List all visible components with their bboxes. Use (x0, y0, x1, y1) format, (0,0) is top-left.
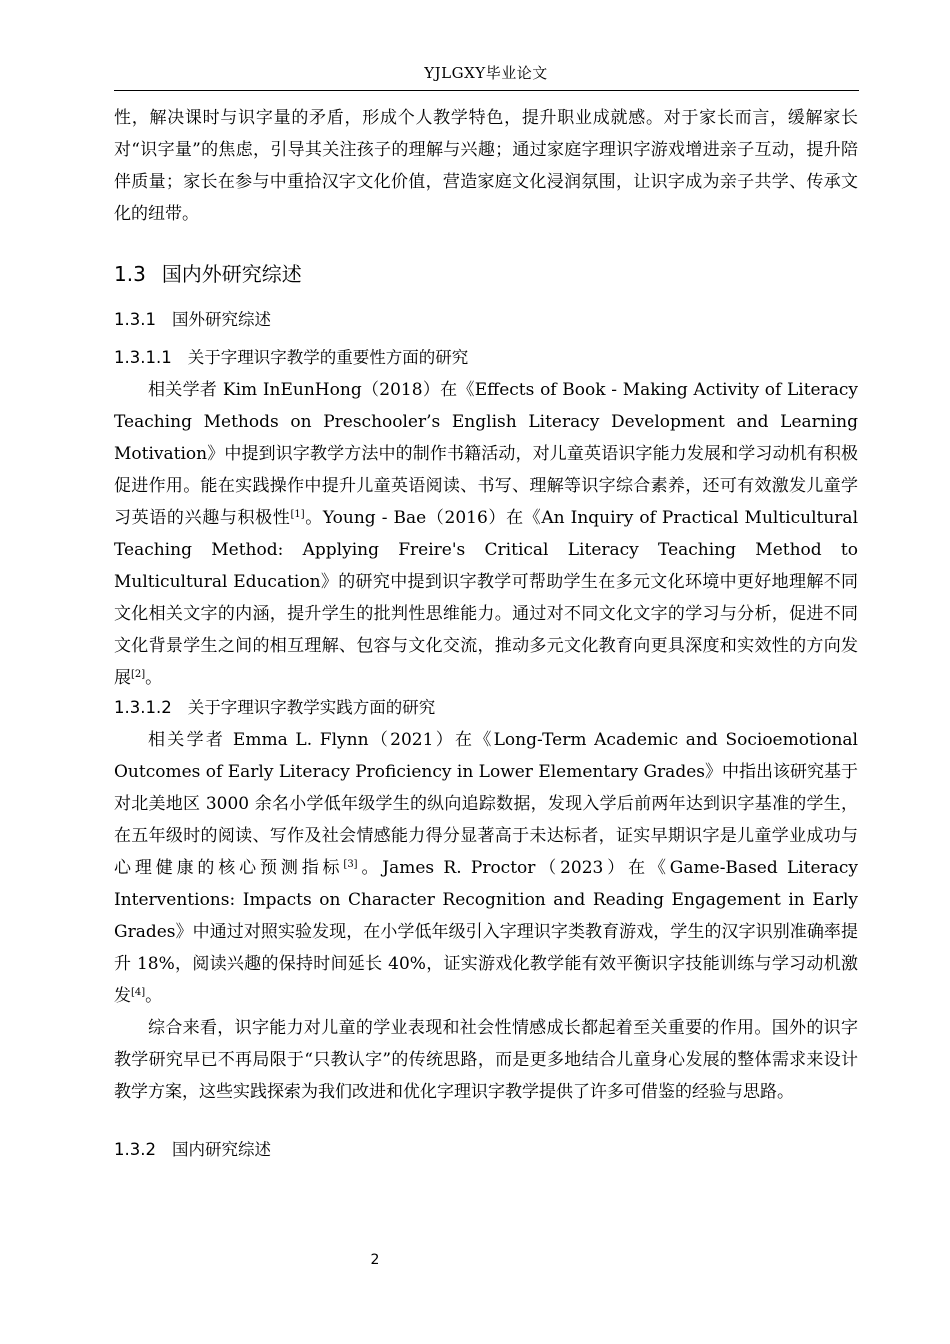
page-number: 2 (370, 1252, 380, 1268)
paragraph-importance (114, 374, 858, 694)
paragraph-text: 。James R. Proctor（2023）在《Game-Based Literacy Interventions: Impacts on Character Recognition and Reading Engagement in Early Grades》中通过对照实验发现，在小学低年级引入字理识字类教育游戏，学生的汉字识别准确率提升 18%，阅读兴趣的保持时间延长 40%，证实游戏化教学能有效平衡识字技能训练与学习动机激发 (114, 858, 858, 1006)
citation-2: [2] (131, 669, 146, 680)
section-heading-1-3-1-2 (114, 694, 858, 722)
citation-3: [3] (343, 859, 358, 870)
citation-4: [4] (131, 987, 146, 998)
section-title: 国内外研究综述 (161, 262, 302, 286)
page-body (114, 102, 858, 1174)
citation-1: [1] (290, 509, 305, 520)
paragraph-summary: 综合来看，识字能力对儿童的学业表现和社会性情感成长都起着至关重要的作用。国外的识字教学研究早已不再局限于“只教认字”的传统思路，而是更多地结合儿童身心发展的整体需求来设计教学方案，这些实践探索为我们改进和优化字理识字教学提供了许多可借鉴的经验与思路。 (114, 1018, 858, 1102)
section-number: 1.3.1.2 (114, 698, 172, 717)
section-number: 1.3.2 (114, 1140, 156, 1159)
page-header: YJLGXY毕业论文 (424, 64, 548, 82)
section-title: 关于字理识字教学实践方面的研究 (187, 698, 436, 717)
paragraph-text: 相关学者 Emma L. Flynn（2021）在《Long-Term Academic and Socioemotional Outcomes of Early Literacy Proficiency in Lower Elementary Grades》中指出该研究基于对北美地区 3000 余名小学低年级学生的纵向追踪数据，发现入学后前两年达到识字基准的学生，在五年级时的阅读、写作及社会情感能力得分显著高于未达标者，证实早期识字是儿童学业成功与心理健康的核心预测指标 (114, 730, 858, 878)
paragraph-practice (114, 724, 858, 1012)
paragraph-text: 相关学者 Kim InEunHong（2018）在《Effects of Book - Making Activity of Literacy Teaching Methods on Preschooler’s English Literacy Development and Learning Motivation》中提到识字教学方法中的制作书籍活动，对儿童英语识字能力发展和学习动机有积极促进作用。能在实践操作中提升儿童英语阅读、书写、理解等识字综合素养，还可有效激发儿童学习英语的兴趣与积极性 (114, 380, 858, 528)
section-heading-1-3-2 (114, 1136, 858, 1164)
section-number: 1.3 (114, 262, 146, 286)
header-rule (114, 90, 859, 91)
section-heading-1-3-1 (114, 306, 858, 334)
paragraph-text: 。 (145, 668, 163, 688)
section-number: 1.3.1.1 (114, 348, 172, 367)
section-number: 1.3.1 (114, 310, 156, 329)
paragraph-text: 。 (145, 986, 163, 1006)
section-title: 国外研究综述 (171, 310, 271, 329)
section-title: 国内研究综述 (171, 1140, 271, 1159)
paragraph-text: 。Young - Bae（2016）在《An Inquiry of Practical Multicultural Teaching Method: Applying Freire's Critical Literacy Teaching Method to Multicultural Education》的研究中提到识字教学可帮助学生在多元文化环境中更好地理解不同文化相关文字的内涵，提升学生的批判性思维能力。通过对不同文化文字的学习与分析，促进不同文化背景学生之间的相互理解、包容与文化交流，推动多元文化教育向更具深度和实效性的方向发展 (114, 508, 859, 688)
section-heading-1-3 (114, 260, 858, 288)
section-heading-1-3-1-1 (114, 344, 858, 372)
intro-paragraph: 性，解决课时与识字量的矛盾，形成个人教学特色，提升职业成就感。对于家长而言，缓解家长对“识字量”的焦虑，引导其关注孩子的理解与兴趣；通过家庭字理识字游戏增进亲子互动，提升陪伴质量；家长在参与中重拾汉字文化价值，营造家庭文化浸润氛围，让识字成为亲子共学、传承文化的纽带。 (114, 108, 858, 224)
section-title: 关于字理识字教学的重要性方面的研究 (187, 348, 469, 367)
